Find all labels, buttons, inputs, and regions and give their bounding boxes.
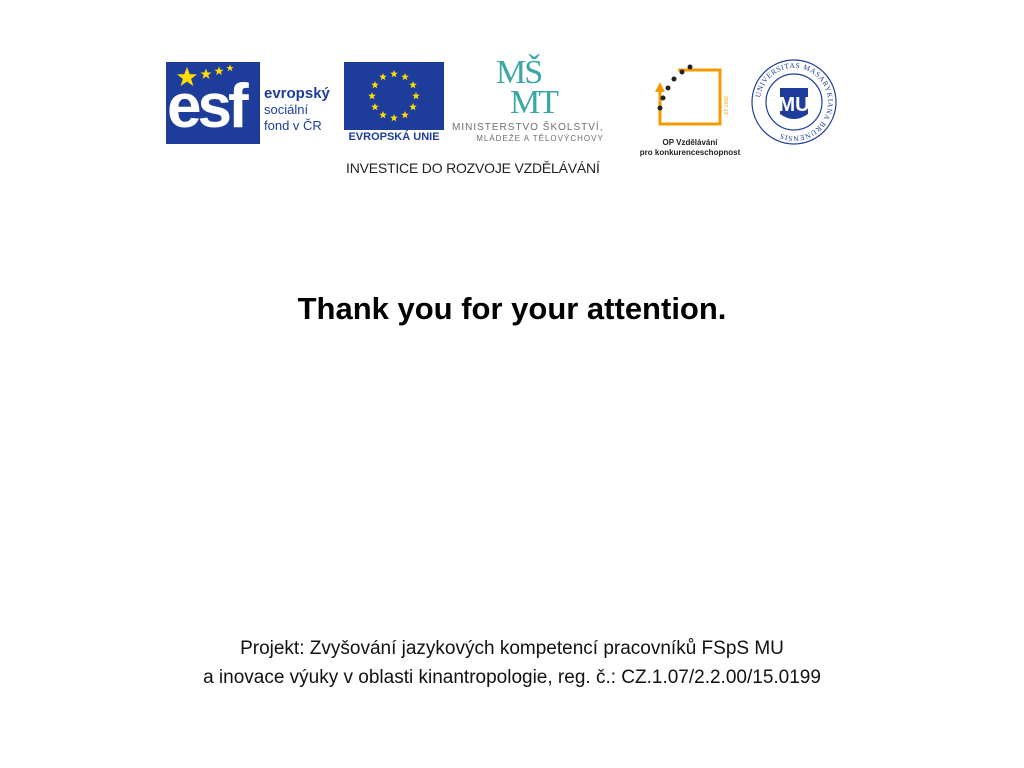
eu-star-icon (401, 73, 409, 80)
eu-star-icon (371, 81, 379, 88)
esf-line-2: sociální (264, 102, 309, 117)
mu-ring-text: UNIVERSITAS MASARYKIANA BRUNENSIS (753, 60, 836, 144)
esf-name (264, 86, 330, 134)
eu-logo (344, 62, 444, 146)
eu-star-icon (401, 111, 409, 118)
mu-seal-logo (750, 58, 838, 146)
op-emblem-icon (632, 60, 748, 138)
esf-line-3: fond v ČR (264, 118, 322, 133)
mu-seal-icon (750, 58, 838, 146)
esf-letters: esf (167, 72, 245, 141)
eu-star-icon (379, 111, 387, 118)
msmt-mark-top: MŠ (496, 54, 542, 91)
footer-line-2: a inovace výuky v oblasti kinantropologie, reg. č.: CZ.1.07/2.2.00/15.0199 (203, 667, 821, 688)
esf-logo-box (166, 62, 260, 144)
mu-monogram: MU (778, 94, 810, 116)
msmt-line-2: MLÁDEŽE A TĚLOVÝCHOVY (476, 134, 604, 143)
project-footer (0, 634, 1024, 692)
op-logo (632, 60, 748, 157)
msmt-logo (452, 54, 628, 148)
tagline: INVESTICE DO ROZVOJE VZDĚLÁVÁNÍ (346, 160, 600, 176)
eu-star-icon (368, 92, 376, 99)
eu-star-icon (412, 92, 420, 99)
esf-logo (166, 62, 340, 144)
eu-star-icon (390, 70, 398, 77)
op-line-2: pro konkurenceschopnost (639, 148, 741, 157)
op-years: 2007-13 (722, 96, 728, 115)
footer-line-1: Projekt: Zvyšování jazykových kompetencí pracovníků FSpS MU (240, 638, 784, 659)
eu-star-icon (379, 73, 387, 80)
msmt-mark (496, 54, 557, 121)
eu-star-icon (371, 103, 379, 110)
eu-star-icon (409, 103, 417, 110)
eu-stars (344, 62, 444, 130)
star-icon (226, 64, 234, 72)
eu-star-icon (390, 114, 398, 121)
msmt-line-1: MINISTERSTVO ŠKOLSTVÍ, (452, 122, 604, 133)
eu-label: EVROPSKÁ UNIE (348, 131, 440, 143)
esf-line-1: evropský (264, 85, 330, 102)
eu-flag-icon (344, 62, 444, 130)
msmt-mark-bottom: MT (510, 84, 557, 121)
page-title: Thank you for your attention. (297, 291, 727, 326)
op-line-1: OP Vzdělávání (662, 138, 718, 147)
eu-star-icon (409, 81, 417, 88)
